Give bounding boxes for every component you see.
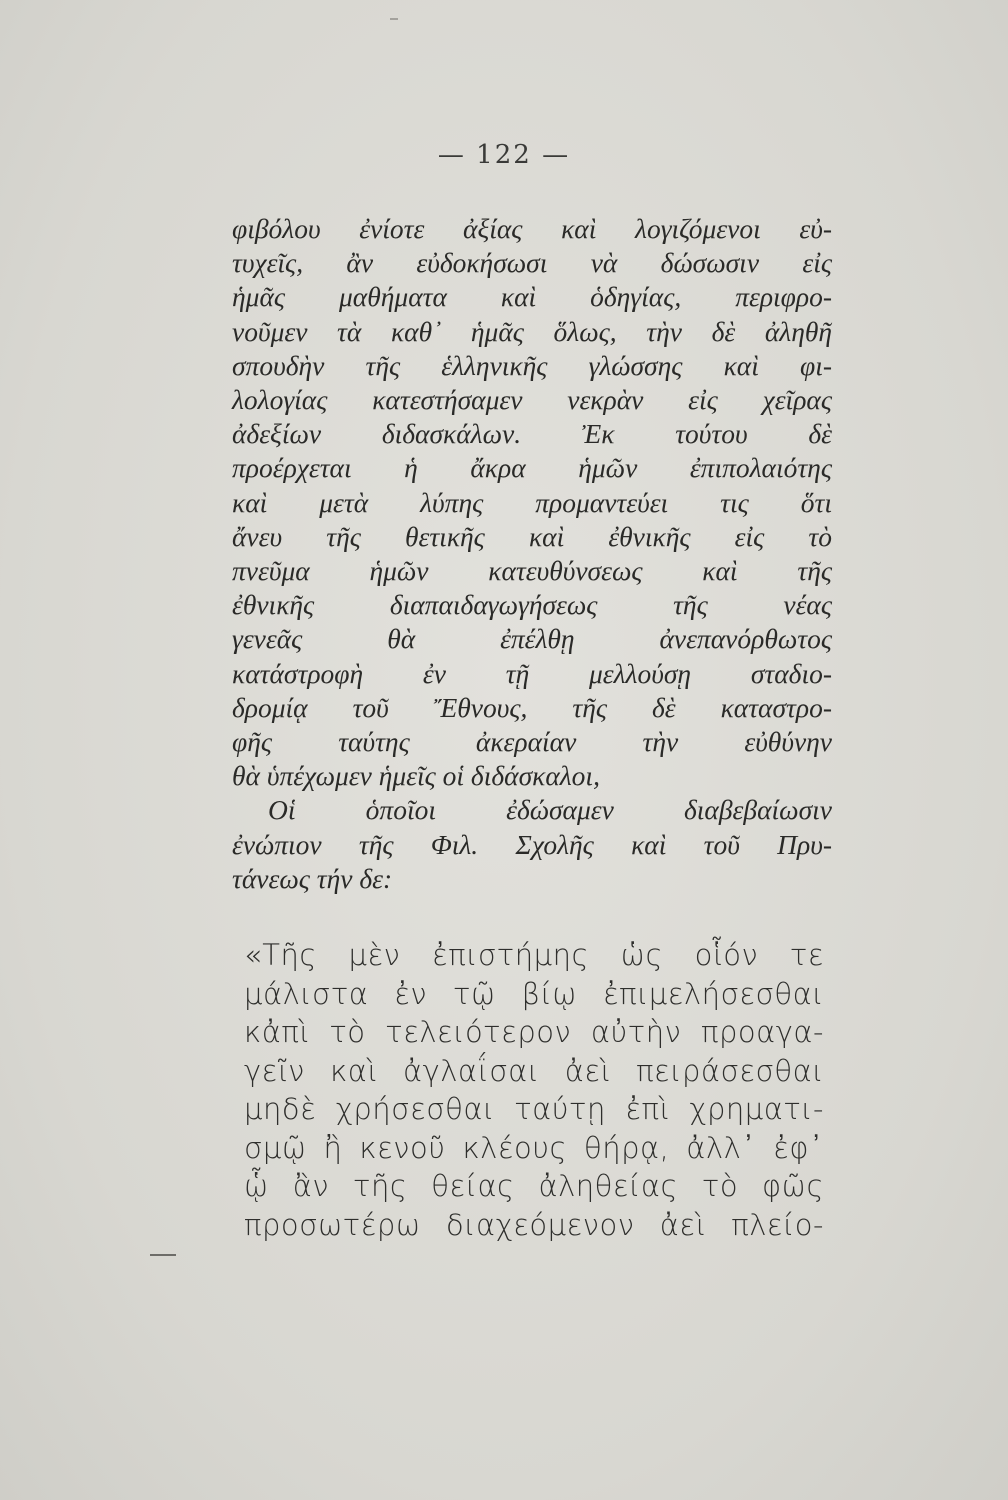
quote-line: κἀπὶ τὸ τελειότερον αὐτὴν προαγα- <box>244 1015 824 1049</box>
text-line: Οἱ ὁποῖοι ἐδώσαμεν διαβεβαίωσιν <box>268 794 832 826</box>
text-line: γενεᾶς θὰ ἐπέλθῃ ἀνεπανόρθωτος <box>232 623 832 655</box>
quote-line: μηδὲ χρήσεσθαι ταύτῃ ἐπὶ χρηματι- <box>244 1092 824 1126</box>
text-line: ἀδεξίων διδασκάλων. Ἐκ τούτου δὲ <box>232 418 832 450</box>
text-line: φῆς ταύτης ἀκεραίαν τὴν εὐθύνην <box>232 726 832 758</box>
quote-line: μάλιστα ἐν τῷ βίῳ ἐπιμελήσεσθαι <box>244 976 824 1011</box>
text-line: τυχεῖς, ἂν εὐδοκήσωσι νὰ δώσωσιν εἰς <box>232 247 832 279</box>
quote-line: σμῷ ἢ κενοῦ κλέους θήρᾳ, ἀλλ᾽ ἐφ᾽ <box>244 1130 824 1165</box>
text-line: ἐνώπιον τῆς Φιλ. Σχολῆς καὶ τοῦ Πρυ- <box>232 828 832 860</box>
margin-dash <box>150 1254 176 1256</box>
text-line: πνεῦμα ἡμῶν κατευθύνσεως καὶ τῆς <box>232 555 832 587</box>
quote-line: προσωτέρω διαχεόμενον ἀεὶ πλείο- <box>244 1207 824 1242</box>
text-line: σπουδὴν τῆς ἑλληνικῆς γλώσσης καὶ φι- <box>232 349 832 381</box>
text-line: νοῦμεν τὰ καθ᾽ ἡμᾶς ὅλως, τὴν δὲ ἀληθῆ <box>232 315 832 347</box>
text-line: ἐθνικῆς διαπαιδαγωγήσεως τῆς νέας <box>232 589 832 621</box>
text-line: προέρχεται ἡ ἄκρα ἡμῶν ἐπιπολαιότης <box>232 452 832 484</box>
text-line: κατάστροφὴ ἐν τῇ μελλούσῃ σταδιο- <box>232 657 832 689</box>
text-line: λολογίας κατεστήσαμεν νεκρὰν εἰς χεῖρας <box>232 384 832 416</box>
page-number: — 122 — <box>437 140 571 170</box>
text-line: τάνεως τήν δε: <box>232 862 393 894</box>
text-line: φιβόλου ἐνίοτε ἀξίας καὶ λογιζόμενοι εὐ- <box>232 213 832 244</box>
quote-line: «Τῆς μὲν ἐπιστήμης ὡς οἷόν τε <box>244 938 824 972</box>
quote-line: γεῖν καὶ ἀγλαΐσαι ἀεὶ πειράσεσθαι <box>244 1053 824 1088</box>
print-speck <box>390 18 398 20</box>
text-line: ἡμᾶς μαθήματα καὶ ὁδηγίας, περιφρο- <box>232 281 832 313</box>
quoted-oath <box>244 936 824 1244</box>
quote-line: ᾧ ἂν τῆς θείας ἀληθείας τὸ φῶς <box>244 1169 824 1203</box>
text-line: καὶ μετὰ λύπης προμαντεύει τις ὅτι <box>232 486 832 518</box>
text-line: ἄνευ τῆς θετικῆς καὶ ἐθνικῆς εἰς τὸ <box>232 520 832 552</box>
text-line: θὰ ὑπέχωμεν ἡμεῖς οἱ διδάσκαλοι, <box>232 760 600 792</box>
text-line: δρομίᾳ τοῦ Ἔθνους, τῆς δὲ καταστρο- <box>232 691 832 723</box>
italic-paragraph <box>232 212 832 896</box>
